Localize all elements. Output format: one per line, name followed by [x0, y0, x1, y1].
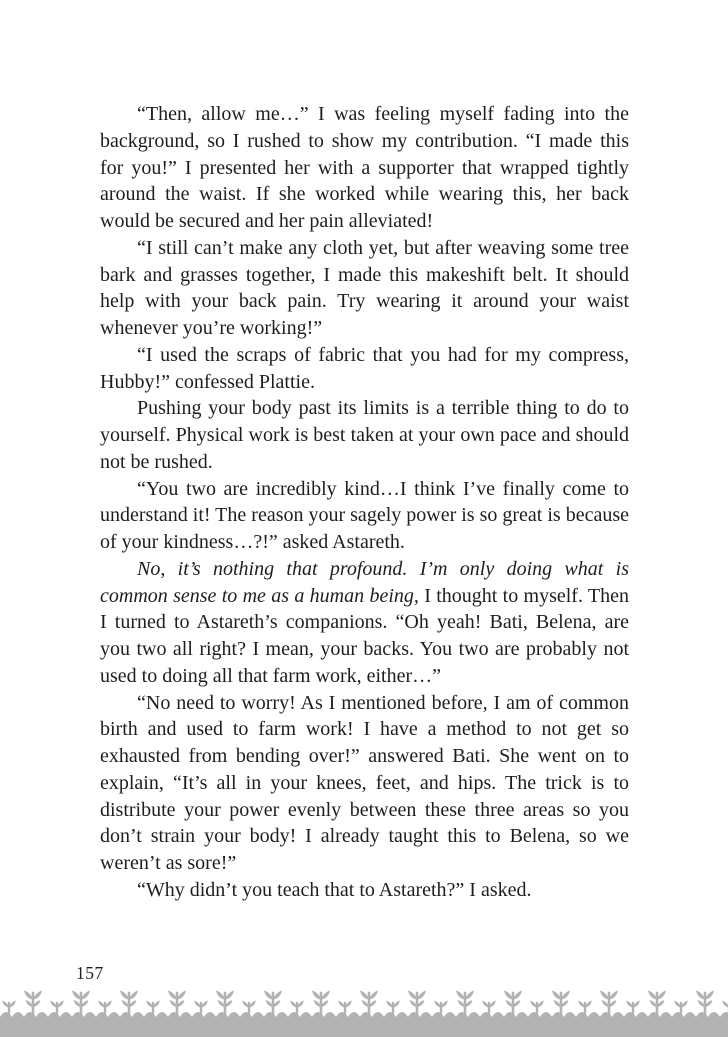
- paragraph: [100, 101, 629, 235]
- text-segment: “I used the scraps of fabric that you had for my compress, Hubby!” confessed Plattie.: [100, 343, 629, 393]
- sprout-border-decoration: [0, 990, 728, 1037]
- paragraph: [100, 395, 629, 475]
- text-segment: “I still can’t make any cloth yet, but after weaving some tree bark and grasses together, I made this makeshift belt. It should help with your back pain. Try wearing it around your waist whenever you’re working!”: [100, 236, 629, 339]
- text-segment: “You two are incredibly kind…I think I’ve finally come to understand it! The reason your sagely power is so great is because of your kindness…?!” asked Astareth.: [100, 477, 629, 553]
- paragraph: [100, 235, 629, 342]
- paragraph: [100, 556, 629, 690]
- text-segment: “Then, allow me…” I was feeling myself fading into the background, so I rushed to show my contribution. “I made this for you!” I presented her with a supporter that wrapped tightly around the waist. If she worked while wearing this, her back would be secured and her pain alleviated!: [100, 103, 629, 232]
- text-segment: I thought to myself. Then I turned to Astareth’s companions. “Oh yeah! Bati, Belena, are you two all right? I mean, your backs. You two are probably not used to doing all that farm work, either…”: [100, 584, 630, 687]
- paragraph: [100, 877, 629, 904]
- italic-text-segment: No, it’s nothing that profound. I’m only doing what is common sense to me as a human being,: [100, 557, 629, 607]
- text-segment: “Why didn’t you teach that to Astareth?” I asked.: [137, 878, 532, 901]
- page-text: [100, 101, 629, 904]
- paragraph: [100, 342, 629, 396]
- text-segment: “No need to worry! As I mentioned before, I am of common birth and used to farm work! I have a method to not get so exhausted from bending over!” answered Bati. She went on to explain, “It’s all in your knees, feet, and hips. The trick is to distribute your power evenly between these three areas so you don’t strain your body! I already taught this to Belena, so we weren’t as sore!”: [100, 691, 629, 874]
- text-segment: Pushing your body past its limits is a terrible thing to do to yourself. Physical work is best taken at your own pace and should not be rushed.: [100, 397, 629, 473]
- paragraph: [100, 476, 629, 556]
- page-number: 157: [76, 963, 104, 983]
- ground-bar: [0, 990, 728, 1037]
- paragraph: [100, 690, 629, 877]
